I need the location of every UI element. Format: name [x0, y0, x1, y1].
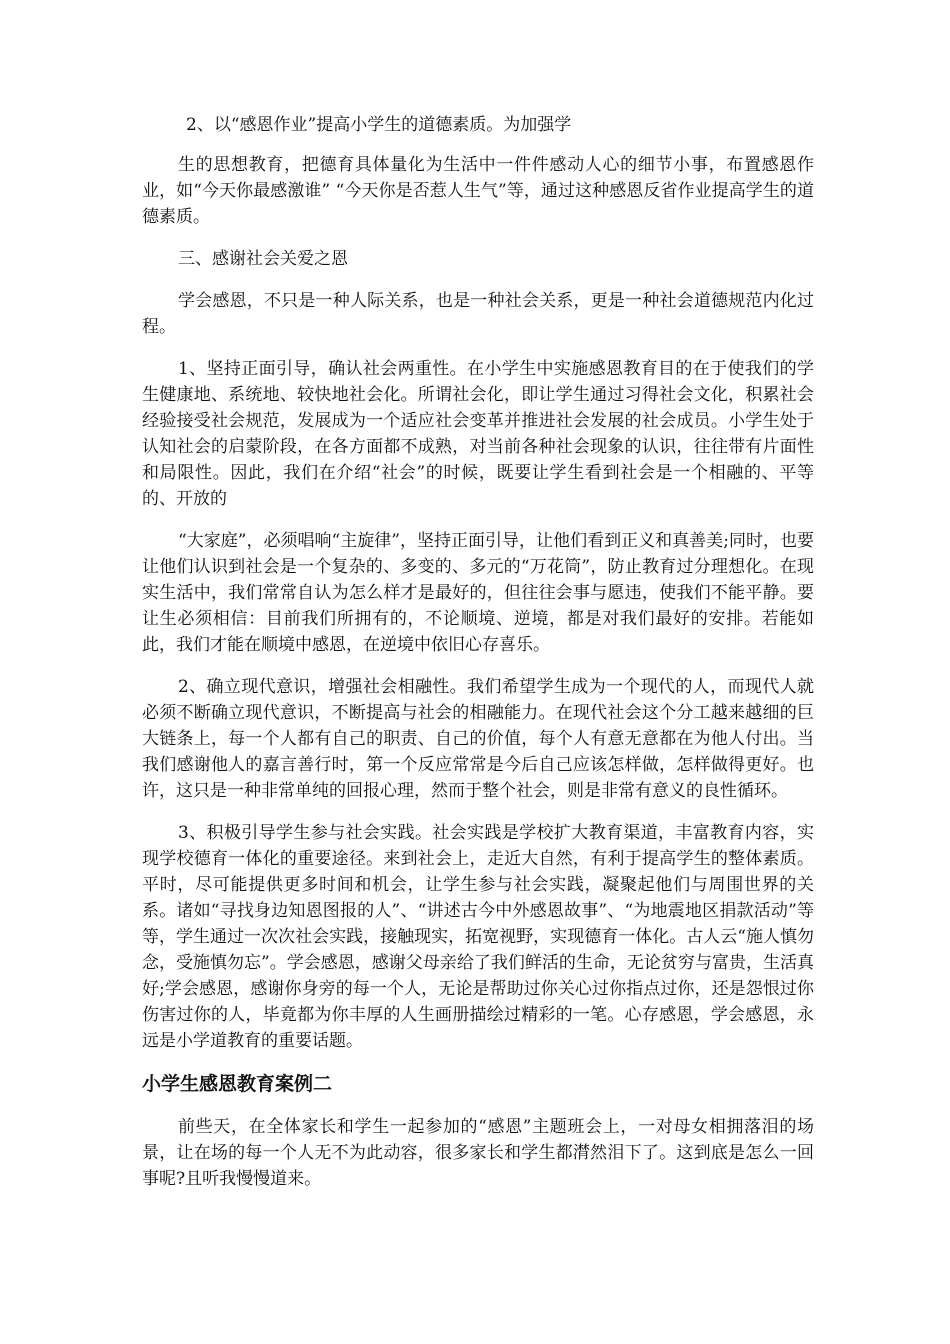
- paragraph-case-two-intro: 前些天，在全体家长和学生一起参加的“感恩”主题班会上，一对母女相拥落泪的场景，让在场的每一个人无不为此动容，很多家长和学生都潸然泪下了。这到底是怎么一回事呢?且听我慢慢道来。: [142, 1117, 814, 1189]
- document-page: [142, 112, 814, 1192]
- paragraph-gratitude-homework: 2、以“感恩作业”提高小学生的道德素质。为加强学: [186, 115, 572, 135]
- paragraph-modern-awareness: 2、确立现代意识，增强社会相融性。我们希望学生成为一个现代的人，而现代人就必须不断确立现代意识，不断提高与社会的相融能力。在现代社会这个分工越来越细的巨大链条上，每一个人都有自己的职责、自己的价值，每个人有意无意都在为他人付出。当我们感谢他人的嘉言善行时，第一个反应常常是今后自己应该怎样做，怎样做得更好。也许，这只是一种非常单纯的回报心理，然而于整个社会，则是非常有意义的良性循环。: [142, 677, 814, 801]
- paragraph-positive-guidance: 1、坚持正面引导，确认社会两重性。在小学生中实施感恩教育目的在于使我们的学生健康地、系统地、较快地社会化。所谓社会化，即让学生通过习得社会文化，积累社会经验接受社会规范，发展成为一个适应社会变革并推进社会发展的社会成员。小学生处于认知社会的启蒙阶段，在各方面都不成熟，对当前各种社会现象的认识，往往带有片面性和局限性。因此，我们在介绍“社会”的时候，既要让学生看到社会是一个相融的、平等的、开放的: [142, 359, 814, 509]
- paragraph-social-relation: 学会感恩，不只是一种人际关系，也是一种社会关系，更是一种社会道德规范内化过程。: [142, 291, 814, 337]
- paragraph-social-practice: 3、积极引导学生参与社会实践。社会实践是学校扩大教育渠道，丰富教育内容，实现学校德育一体化的重要途径。来到社会上，走近大自然，有利于提高学生的整体素质。平时，尽可能提供更多时间和机会，让学生参与社会实践，凝聚起他们与周围世界的关系。诸如“寻找身边知恩图报的人”、“讲述古今中外感恩故事”、“为地震地区捐款活动”等等，学生通过一次次社会实践，接触现实，拓宽视野，实现德育一体化。古人云“施人慎勿念，受施慎勿忘”。学会感恩，感谢父母亲给了我们鲜活的生命，无论贫穷与富贵，生活真好;学会感恩，感谢你身旁的每一个人，无论是帮助过你关心过你指点过你，还是怨恨过你伤害过你的人，毕竟都为你丰厚的人生画册描绘过精彩的一笔。心存感恩，学会感恩，永远是小学道教育的重要话题。: [142, 823, 814, 1051]
- section-heading: 小学生感恩教育案例二: [142, 1073, 333, 1095]
- subheading-society-care: 三、感谢社会关爱之恩: [178, 249, 348, 269]
- paragraph-gratitude-homework-cont: 生的思想教育，把德育具体量化为生活中一件件感动人心的细节小事，布置感恩作业，如“今天你最感激谁” “今天你是否惹人生气”等，通过这种感恩反省作业提高学生的道德素质。: [142, 155, 814, 227]
- paragraph-big-family: “大家庭”，必须唱响“主旋律”，坚持正面引导，让他们看到正义和真善美;同时，也要让他们认识到社会是一个复杂的、多变的、多元的“万花筒”，防止教育过分理想化。在现实生活中，我们常常自认为怎么样才是最好的，但往往会事与愿违，使我们不能平静。要让生必须相信：目前我们所拥有的，不论顺境、逆境，都是对我们最好的安排。若能如此，我们才能在顺境中感恩，在逆境中依旧心存喜乐。: [142, 531, 814, 655]
